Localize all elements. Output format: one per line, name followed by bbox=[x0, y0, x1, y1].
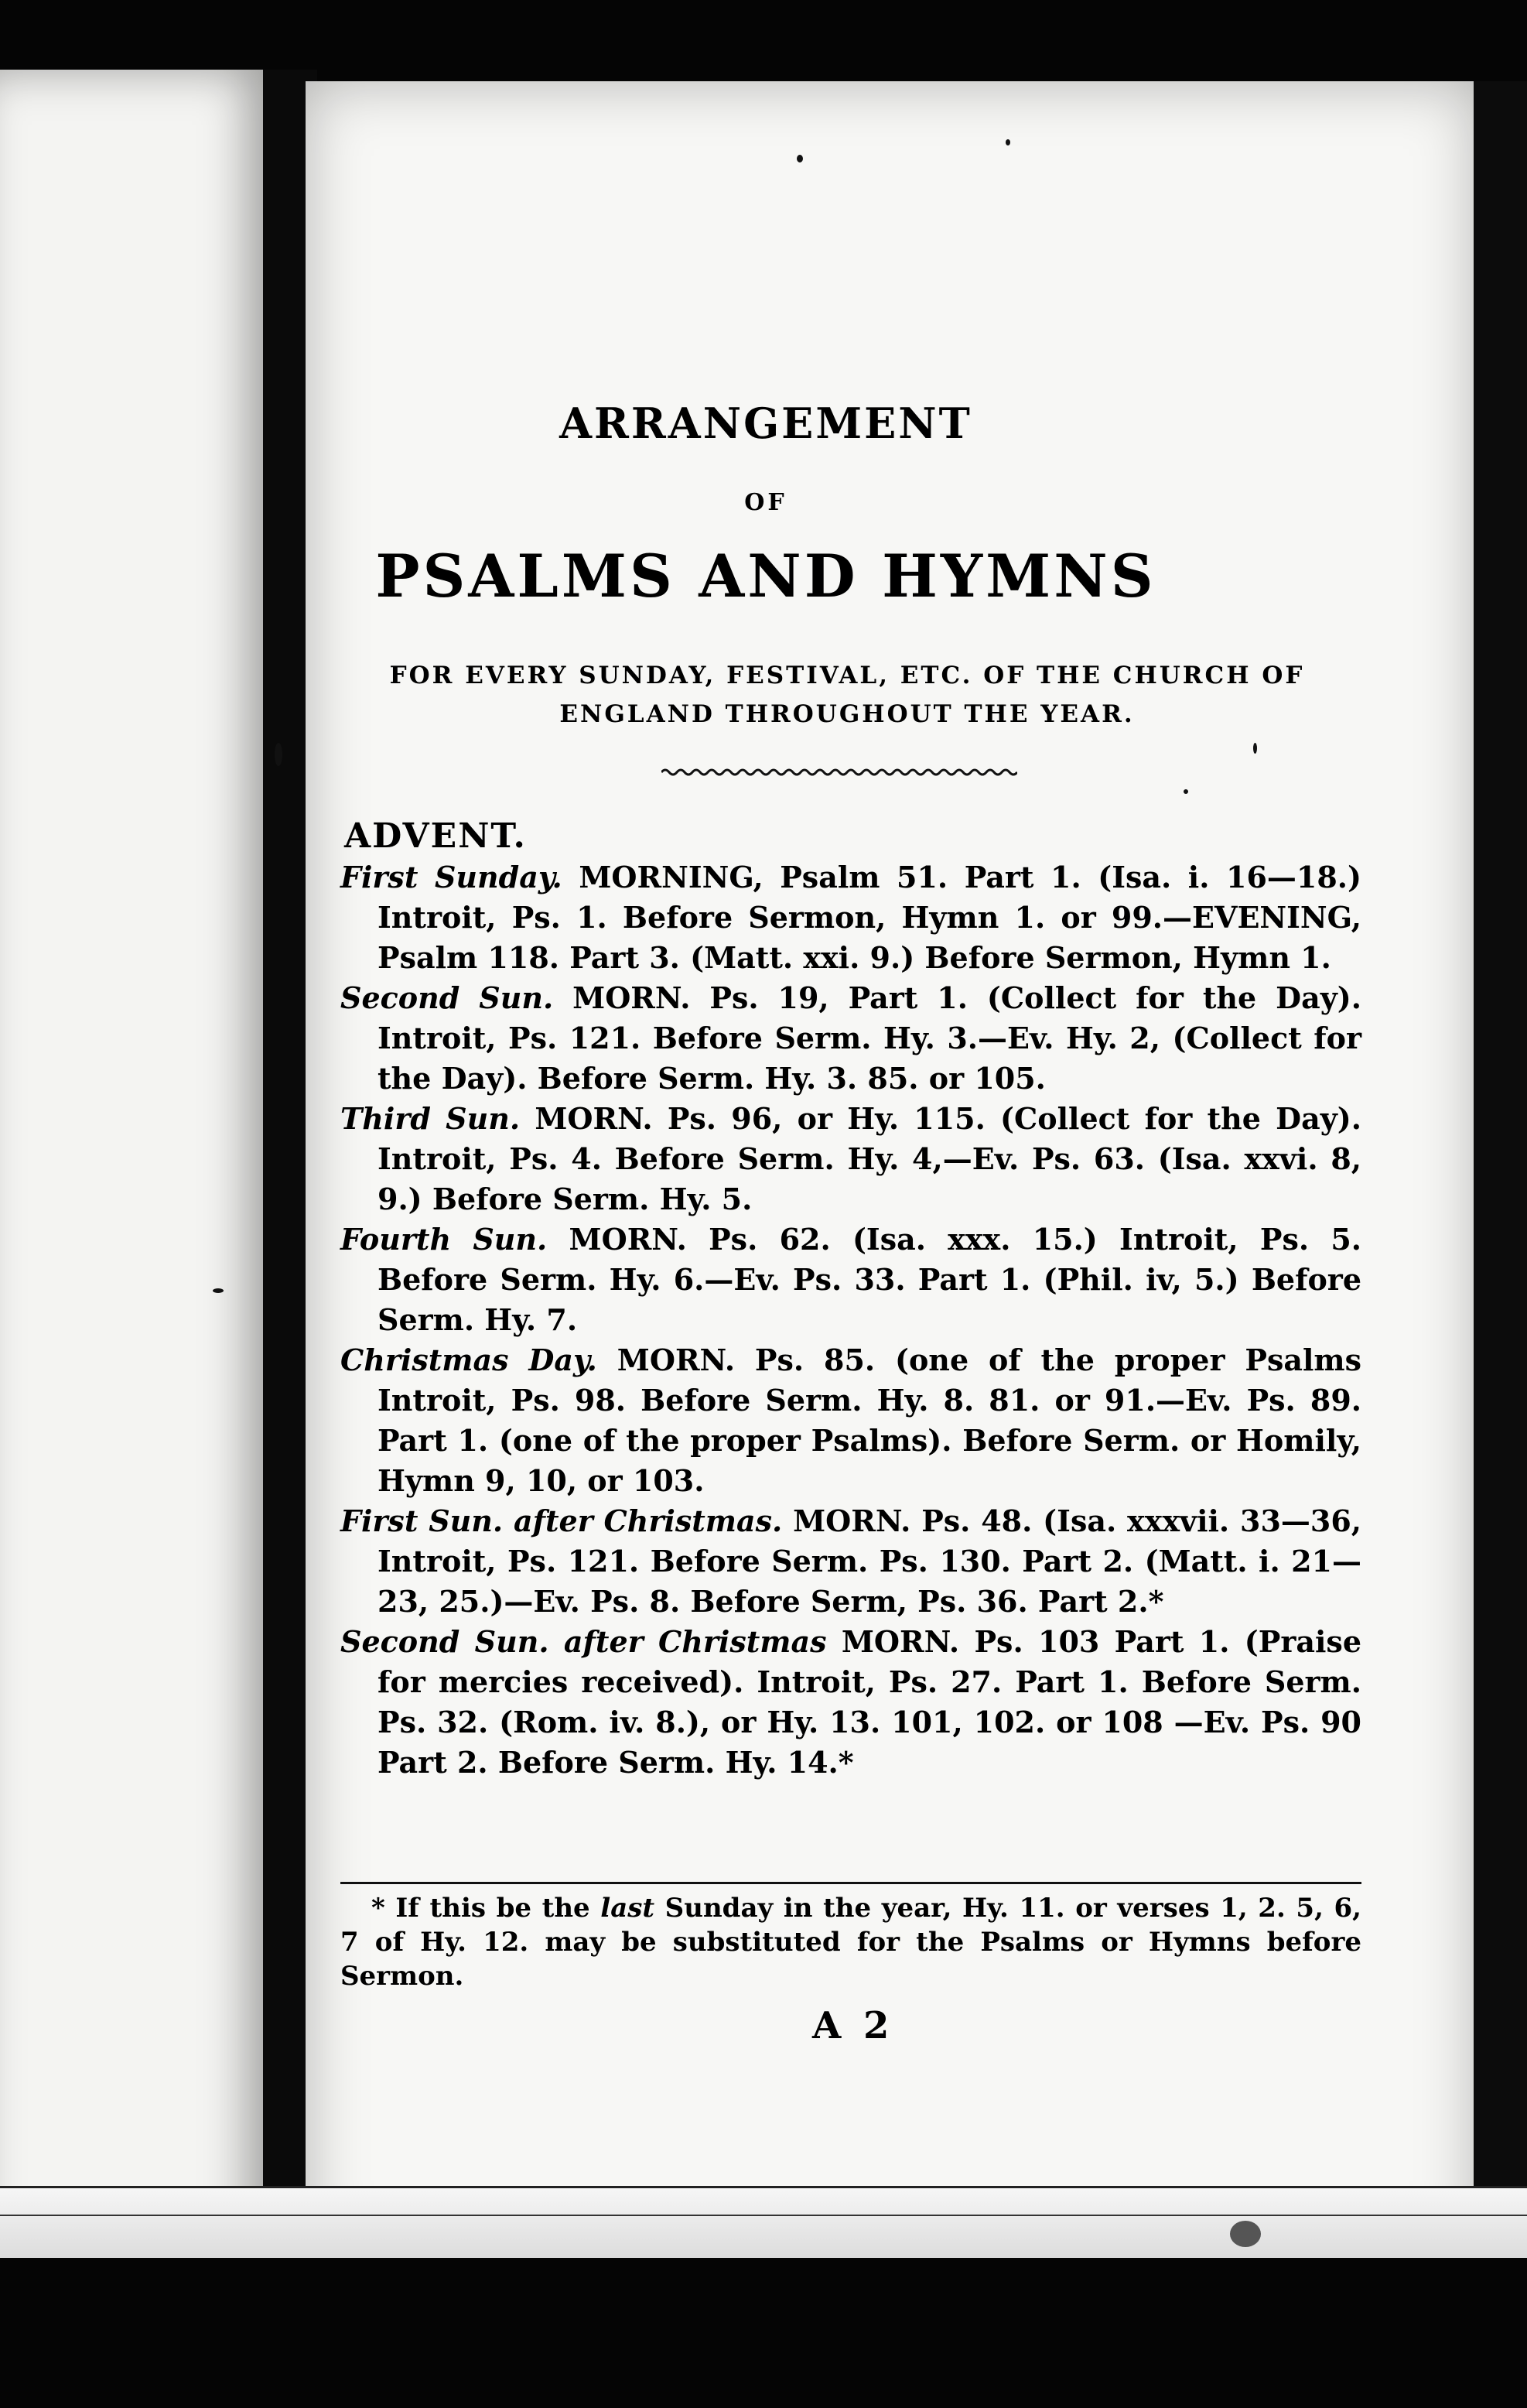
subtitle-line-2: ENGLAND THROUGHOUT THE YEAR. bbox=[559, 700, 1135, 728]
entry-list bbox=[340, 857, 1361, 1783]
facing-page-edge bbox=[0, 70, 271, 2252]
wavy-divider bbox=[661, 766, 1017, 778]
footnote-text-pre: * If this be the bbox=[371, 1893, 601, 1924]
title-of: OF bbox=[744, 489, 787, 516]
entry-day: Christmas Day. bbox=[340, 1343, 597, 1377]
entry-text: MORN. Ps. 103 Part 1. (Praise for mercies received). Introit, Ps. 27. Part 1. Before Serm. Ps. 32. (Rom. iv. 8.), or Hy. 13. 101, 102. or 108 —Ev. Ps. 90 Part 2. Before Serm. Hy. 14.* bbox=[377, 1624, 1362, 1780]
entry-day: Second Sun. bbox=[340, 980, 554, 1015]
entry-day: First Sun. after Christmas. bbox=[340, 1503, 783, 1538]
list-item bbox=[340, 1622, 1361, 1783]
entry-text: MORN. Ps. 48. (Isa. xxxvii. 33—36, Introit, Ps. 121. Before Serm. Ps. 130. Part 2. (Matt. i. 21—23, 25.)—Ev. Ps. 8. Before Serm, Ps. 36. Part 2.* bbox=[377, 1503, 1361, 1619]
list-item bbox=[340, 1501, 1361, 1622]
section-heading-advent: ADVENT. bbox=[344, 816, 527, 856]
page-title: PSALMS AND HYMNS bbox=[375, 542, 1156, 611]
footnote bbox=[340, 1891, 1361, 1993]
footnote-emphasis: last bbox=[600, 1893, 655, 1924]
list-item bbox=[340, 978, 1361, 1099]
list-item bbox=[340, 1340, 1361, 1501]
list-item bbox=[340, 1219, 1361, 1340]
list-item bbox=[340, 857, 1361, 978]
subtitle bbox=[333, 656, 1361, 734]
page-bottom-edge bbox=[0, 2186, 1527, 2258]
entry-day: Second Sun. after Christmas bbox=[340, 1624, 827, 1659]
page-bottom-rule bbox=[0, 2215, 1527, 2216]
entry-day: Third Sun. bbox=[340, 1101, 521, 1136]
footnote-text-post: Sunday in the year, Hy. 11. or verses 1, 2. 5, 6, 7 of Hy. 12. may be substituted for the Psalms or Hymns before Sermon. bbox=[340, 1893, 1361, 1992]
footnote-rule bbox=[340, 1882, 1361, 1884]
subtitle-line-1: FOR EVERY SUNDAY, FESTIVAL, ETC. OF THE CHURCH OF bbox=[389, 662, 1305, 689]
entry-text: MORN. Ps. 85. (one of the proper Psalms Introit, Ps. 98. Before Serm. Hy. 8. 81. or 91.—Ev. Ps. 89. Part 1. (one of the proper Psalms). Before Serm. or Homily, Hymn 9, 10, or 103. bbox=[377, 1343, 1361, 1498]
entry-day: First Sunday. bbox=[340, 860, 562, 894]
entry-text: MORN. Ps. 19, Part 1. (Collect for the Day). Introit, Ps. 121. Before Serm. Hy. 3.—Ev. Hy. 2, (Collect for the Day). Before Serm. Hy. 3. 85. or 105. bbox=[377, 980, 1361, 1096]
page-right-border bbox=[1474, 81, 1527, 2256]
title-arrangement: ARRANGEMENT bbox=[559, 398, 972, 448]
list-item bbox=[340, 1099, 1361, 1219]
entry-text: MORN. Ps. 62. (Isa. xxx. 15.) Introit, Ps. 5. Before Serm. Hy. 6.—Ev. Ps. 33. Part 1. (Phil. iv, 5.) Before Serm. Hy. 7. bbox=[377, 1222, 1362, 1337]
entry-text: MORN. Ps. 96, or Hy. 115. (Collect for the Day). Introit, Ps. 4. Before Serm. Hy. 4,—Ev. Ps. 63. (Isa. xxvi. 8, 9.) Before Serm. Hy. 5. bbox=[377, 1101, 1361, 1216]
entry-text: MORNING, Psalm 51. Part 1. (Isa. i. 16—18.) Introit, Ps. 1. Before Sermon, Hymn 1. or 99.—EVENING, Psalm 118. Part 3. (Matt. xxi. 9.) Before Sermon, Hymn 1. bbox=[377, 860, 1362, 975]
signature-mark: A 2 bbox=[812, 2004, 894, 2047]
entry-day: Fourth Sun. bbox=[340, 1222, 548, 1257]
